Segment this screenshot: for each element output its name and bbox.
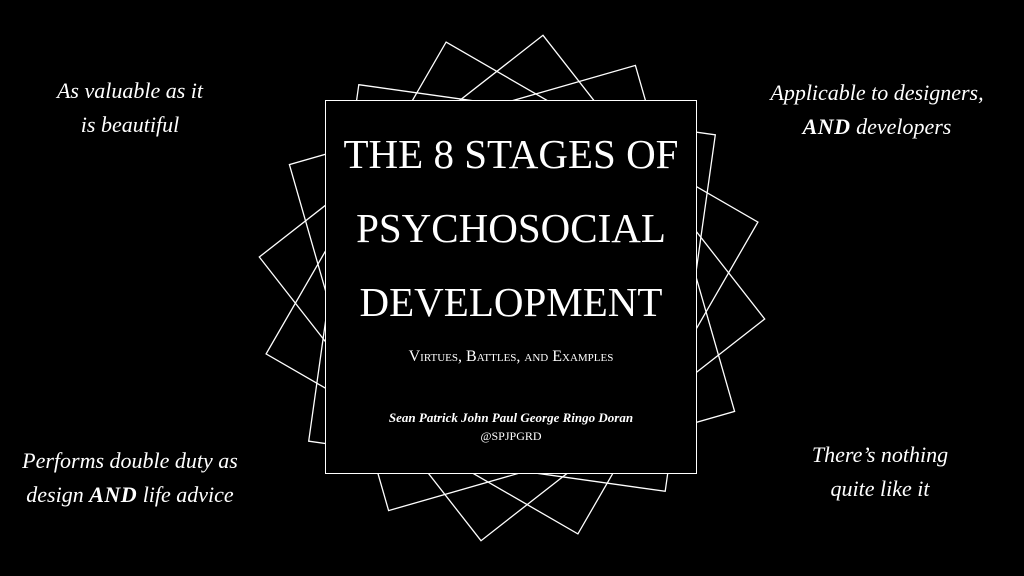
quote-bottom-left-line2-rest: life advice — [137, 482, 234, 507]
subtitle: Virtues, Battles, and Examples — [408, 348, 614, 365]
quote-bottom-left-emphasis: AND — [89, 482, 138, 507]
quote-top-left — [20, 74, 240, 142]
quote-top-left-line1: As valuable as it — [56, 78, 204, 103]
author-handle: @SPJPGRD — [480, 429, 542, 443]
title-line-1: THE 8 STAGES OF — [343, 131, 679, 177]
quote-bottom-left-line1: Performs double duty as — [22, 448, 238, 473]
quote-top-right — [752, 76, 1002, 144]
author-name: Sean Patrick John Paul George Ringo Doran — [388, 410, 634, 425]
title-box — [325, 100, 697, 474]
quote-top-right-line1: Applicable to designers, — [770, 80, 984, 105]
quote-bottom-right — [770, 438, 990, 506]
quote-top-right-line2-rest: developers — [850, 114, 952, 139]
quote-top-left-line2: is beautiful — [80, 112, 180, 137]
quote-top-right-line2 — [752, 110, 1002, 144]
quote-bottom-right-line2: quite like it — [830, 476, 930, 501]
quote-bottom-left-line2 — [10, 478, 250, 512]
quote-bottom-left-line2-start: design — [26, 482, 90, 507]
title-line-3: DEVELOPMENT — [359, 279, 663, 325]
title-line-2: PSYCHOSOCIAL — [356, 205, 666, 251]
quote-bottom-left — [10, 444, 250, 512]
quote-top-right-emphasis: AND — [802, 114, 851, 139]
quote-bottom-right-line1: There’s nothing — [811, 442, 949, 467]
